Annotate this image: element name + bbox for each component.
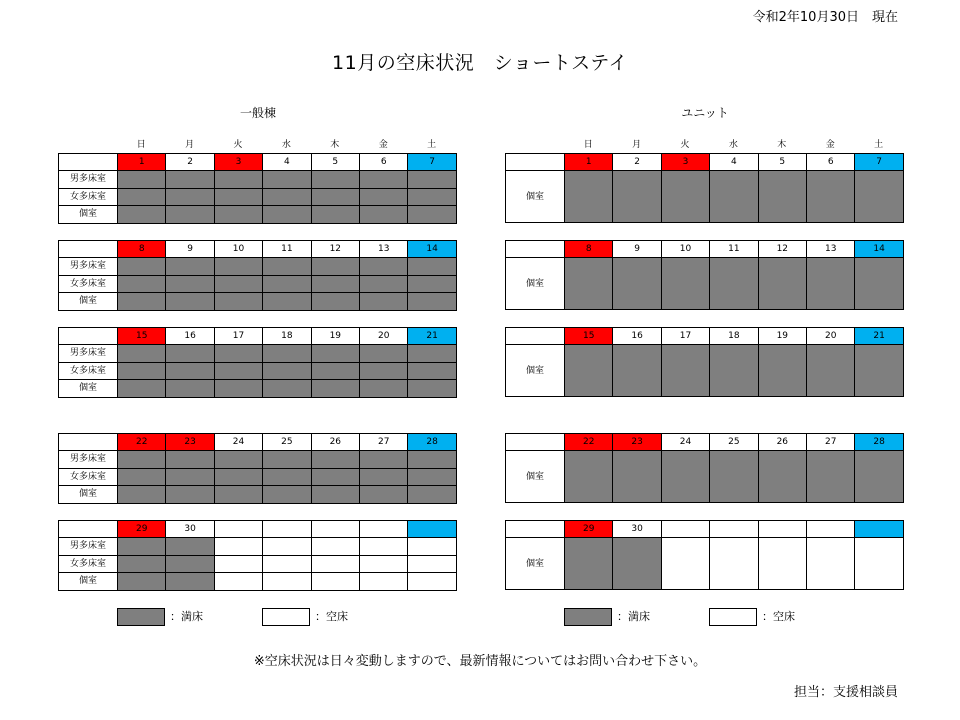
date-cell: 22 <box>564 433 613 451</box>
date-cell: 7 <box>407 153 456 171</box>
availability-cell-empty <box>214 555 263 574</box>
availability-cell-full <box>311 257 360 276</box>
date-cell <box>407 520 456 538</box>
availability-cell-full <box>165 275 214 294</box>
legend-empty-label: ：空床 <box>315 610 348 623</box>
legend-empty-swatch-unit <box>709 608 757 626</box>
date-cell <box>758 520 807 538</box>
availability-cell-empty <box>758 537 807 590</box>
date-cell: 5 <box>758 153 807 171</box>
date-cell: 20 <box>806 327 855 345</box>
availability-cell-full <box>661 170 710 223</box>
availability-cell-empty <box>661 537 710 590</box>
date-cell: 6 <box>806 153 855 171</box>
availability-cell-full <box>117 344 166 363</box>
availability-cell-full <box>262 485 311 504</box>
availability-cell-full <box>806 170 855 223</box>
date-cell: 14 <box>854 240 903 258</box>
room-type-label: 女多床室 <box>58 188 118 207</box>
date-cell <box>854 520 903 538</box>
availability-cell-full <box>165 188 214 207</box>
date-cell: 2 <box>612 153 661 171</box>
availability-cell-full <box>407 275 456 294</box>
availability-cell-full <box>311 344 360 363</box>
availability-cell-full <box>564 257 613 310</box>
date-cell: 14 <box>407 240 456 258</box>
date-cell: 8 <box>564 240 613 258</box>
date-cell: 20 <box>359 327 408 345</box>
room-type-label: 個室 <box>58 292 118 311</box>
date-row-label <box>505 433 565 451</box>
date-cell: 26 <box>311 433 360 451</box>
availability-cell-full <box>311 170 360 189</box>
date-cell: 24 <box>214 433 263 451</box>
weekday-header: 木 <box>330 140 340 150</box>
availability-cell-full <box>407 344 456 363</box>
date-cell: 27 <box>806 433 855 451</box>
availability-cell-full <box>612 344 661 397</box>
date-cell: 21 <box>407 327 456 345</box>
availability-cell-full <box>564 344 613 397</box>
availability-cell-full <box>117 379 166 398</box>
availability-note: ※空床状況は日々変動しますので、最新情報についてはお問い合わせ下さい。 <box>253 654 707 669</box>
section-title-unit: ユニット <box>681 106 729 120</box>
availability-cell-full <box>709 170 758 223</box>
date-cell <box>311 520 360 538</box>
availability-cell-full <box>262 344 311 363</box>
availability-cell-full <box>612 170 661 223</box>
availability-cell-full <box>407 292 456 311</box>
availability-cell-full <box>165 362 214 381</box>
availability-cell-full <box>407 205 456 224</box>
weekday-header: 金 <box>378 140 388 150</box>
date-cell: 11 <box>709 240 758 258</box>
room-type-label: 女多床室 <box>58 468 118 487</box>
date-cell: 15 <box>117 327 166 345</box>
availability-cell-full <box>407 468 456 487</box>
weekday-header: 木 <box>777 140 787 150</box>
date-cell: 3 <box>661 153 710 171</box>
weekday-header: 日 <box>136 140 146 150</box>
availability-cell-full <box>214 257 263 276</box>
availability-cell-full <box>311 450 360 469</box>
availability-cell-full <box>262 257 311 276</box>
availability-cell-empty <box>262 537 311 556</box>
availability-cell-full <box>359 188 408 207</box>
availability-cell-full <box>709 344 758 397</box>
date-cell: 21 <box>854 327 903 345</box>
date-cell: 4 <box>262 153 311 171</box>
availability-cell-full <box>311 292 360 311</box>
availability-cell-full <box>564 170 613 223</box>
availability-cell-full <box>612 450 661 503</box>
legend-full-swatch <box>117 608 165 626</box>
availability-cell-empty <box>407 555 456 574</box>
availability-cell-full <box>117 292 166 311</box>
weekday-header: 土 <box>874 140 884 150</box>
availability-cell-full <box>262 170 311 189</box>
availability-cell-full <box>165 450 214 469</box>
availability-cell-full <box>311 205 360 224</box>
date-cell: 16 <box>612 327 661 345</box>
date-cell: 30 <box>612 520 661 538</box>
availability-cell-full <box>564 450 613 503</box>
date-cell <box>262 520 311 538</box>
availability-cell-full <box>661 450 710 503</box>
availability-cell-full <box>117 468 166 487</box>
availability-cell-empty <box>214 572 263 591</box>
availability-cell-full <box>854 257 903 310</box>
date-cell: 25 <box>709 433 758 451</box>
availability-cell-full <box>407 257 456 276</box>
availability-cell-full <box>165 468 214 487</box>
availability-cell-full <box>117 485 166 504</box>
availability-cell-full <box>262 379 311 398</box>
weekday-header: 火 <box>680 140 690 150</box>
availability-cell-empty <box>214 537 263 556</box>
legend-full-label: ：満床 <box>170 610 203 623</box>
availability-cell-full <box>661 257 710 310</box>
availability-cell-full <box>165 485 214 504</box>
room-type-label: 女多床室 <box>58 275 118 294</box>
availability-cell-full <box>311 188 360 207</box>
weekday-header: 火 <box>233 140 243 150</box>
availability-cell-full <box>359 362 408 381</box>
availability-cell-full <box>262 450 311 469</box>
availability-cell-empty <box>359 537 408 556</box>
availability-cell-full <box>407 362 456 381</box>
availability-cell-full <box>117 275 166 294</box>
availability-cell-full <box>214 485 263 504</box>
availability-cell-full <box>806 450 855 503</box>
availability-cell-full <box>117 257 166 276</box>
date-cell: 5 <box>311 153 360 171</box>
date-cell: 28 <box>407 433 456 451</box>
date-row-label <box>505 153 565 171</box>
availability-cell-empty <box>262 572 311 591</box>
availability-cell-full <box>117 572 166 591</box>
date-cell: 15 <box>564 327 613 345</box>
availability-cell-full <box>758 450 807 503</box>
date-cell: 18 <box>709 327 758 345</box>
availability-cell-full <box>117 362 166 381</box>
availability-cell-full <box>165 379 214 398</box>
date-cell: 26 <box>758 433 807 451</box>
date-row-label <box>505 520 565 538</box>
availability-cell-full <box>407 450 456 469</box>
date-cell: 11 <box>262 240 311 258</box>
date-cell: 23 <box>165 433 214 451</box>
availability-cell-full <box>214 379 263 398</box>
weekday-header: 月 <box>632 140 642 150</box>
date-cell: 3 <box>214 153 263 171</box>
availability-cell-full <box>407 170 456 189</box>
date-cell: 19 <box>758 327 807 345</box>
availability-cell-full <box>117 188 166 207</box>
availability-cell-full <box>165 205 214 224</box>
date-cell: 1 <box>117 153 166 171</box>
availability-cell-empty <box>709 537 758 590</box>
date-cell: 23 <box>612 433 661 451</box>
availability-cell-full <box>214 170 263 189</box>
date-cell <box>359 520 408 538</box>
availability-cell-full <box>311 275 360 294</box>
availability-cell-full <box>165 555 214 574</box>
availability-cell-full <box>359 468 408 487</box>
availability-cell-full <box>359 292 408 311</box>
availability-cell-full <box>311 362 360 381</box>
date-row-label <box>505 240 565 258</box>
availability-cell-full <box>758 257 807 310</box>
room-type-label: 男多床室 <box>58 450 118 469</box>
availability-cell-full <box>661 344 710 397</box>
date-cell: 2 <box>165 153 214 171</box>
availability-cell-full <box>359 485 408 504</box>
availability-cell-full <box>311 485 360 504</box>
availability-cell-full <box>117 537 166 556</box>
availability-cell-full <box>311 379 360 398</box>
room-type-label: 男多床室 <box>58 257 118 276</box>
availability-cell-full <box>262 362 311 381</box>
date-cell: 9 <box>612 240 661 258</box>
availability-cell-full <box>214 450 263 469</box>
availability-cell-full <box>165 344 214 363</box>
date-cell: 13 <box>806 240 855 258</box>
date-cell: 17 <box>661 327 710 345</box>
date-cell: 6 <box>359 153 408 171</box>
availability-cell-full <box>407 485 456 504</box>
room-type-label: 個室 <box>505 257 565 310</box>
date-row-label <box>58 327 118 345</box>
availability-cell-full <box>806 344 855 397</box>
availability-cell-full <box>359 344 408 363</box>
date-cell: 8 <box>117 240 166 258</box>
room-type-label: 個室 <box>58 379 118 398</box>
date-cell: 27 <box>359 433 408 451</box>
availability-cell-empty <box>311 537 360 556</box>
availability-cell-full <box>262 468 311 487</box>
date-cell: 24 <box>661 433 710 451</box>
availability-cell-empty <box>311 555 360 574</box>
availability-cell-full <box>165 292 214 311</box>
date-row-label <box>58 240 118 258</box>
date-cell: 22 <box>117 433 166 451</box>
availability-cell-empty <box>359 572 408 591</box>
weekday-header: 金 <box>825 140 835 150</box>
date-cell: 13 <box>359 240 408 258</box>
contact-person: 担当：支援相談員 <box>793 685 898 700</box>
availability-cell-full <box>359 275 408 294</box>
date-cell: 16 <box>165 327 214 345</box>
section-title-general: 一般棟 <box>239 106 276 120</box>
weekday-header: 水 <box>728 140 738 150</box>
legend-empty-swatch <box>262 608 310 626</box>
availability-cell-full <box>262 205 311 224</box>
availability-cell-full <box>709 450 758 503</box>
date-cell <box>214 520 263 538</box>
date-cell: 25 <box>262 433 311 451</box>
availability-cell-full <box>117 205 166 224</box>
availability-cell-empty <box>854 537 903 590</box>
room-type-label: 男多床室 <box>58 537 118 556</box>
page-title: 11月の空床状況 ショートステイ <box>332 52 628 74</box>
availability-cell-full <box>214 205 263 224</box>
date-row-label <box>58 153 118 171</box>
weekday-header: 月 <box>185 140 195 150</box>
availability-cell-empty <box>311 572 360 591</box>
availability-cell-full <box>854 170 903 223</box>
availability-cell-full <box>214 292 263 311</box>
room-type-label: 男多床室 <box>58 344 118 363</box>
weekday-header: 水 <box>281 140 291 150</box>
availability-cell-full <box>359 170 408 189</box>
availability-cell-full <box>214 344 263 363</box>
legend-full-swatch-unit <box>564 608 612 626</box>
availability-cell-empty <box>407 537 456 556</box>
availability-cell-full <box>165 537 214 556</box>
availability-cell-full <box>214 188 263 207</box>
availability-cell-full <box>854 450 903 503</box>
room-type-label: 個室 <box>505 450 565 503</box>
availability-cell-full <box>806 257 855 310</box>
room-type-label: 女多床室 <box>58 362 118 381</box>
date-cell: 7 <box>854 153 903 171</box>
availability-cell-full <box>359 450 408 469</box>
availability-cell-full <box>359 205 408 224</box>
availability-cell-full <box>262 275 311 294</box>
date-row-label <box>58 520 118 538</box>
availability-cell-full <box>407 379 456 398</box>
date-cell: 12 <box>311 240 360 258</box>
availability-cell-full <box>214 362 263 381</box>
legend-empty-label-unit: ：空床 <box>762 610 795 623</box>
room-type-label: 女多床室 <box>58 555 118 574</box>
availability-cell-empty <box>407 572 456 591</box>
date-cell: 10 <box>214 240 263 258</box>
availability-cell-full <box>311 468 360 487</box>
availability-cell-full <box>117 555 166 574</box>
availability-cell-full <box>262 188 311 207</box>
availability-cell-full <box>117 450 166 469</box>
date-cell: 28 <box>854 433 903 451</box>
weekday-header: 土 <box>427 140 437 150</box>
availability-cell-full <box>359 379 408 398</box>
availability-cell-full <box>214 468 263 487</box>
availability-cell-full <box>758 170 807 223</box>
room-type-label: 個室 <box>505 344 565 397</box>
availability-cell-full <box>359 257 408 276</box>
availability-cell-full <box>262 292 311 311</box>
availability-cell-full <box>165 257 214 276</box>
availability-cell-full <box>612 257 661 310</box>
room-type-label: 個室 <box>58 485 118 504</box>
availability-cell-full <box>564 537 613 590</box>
date-cell: 4 <box>709 153 758 171</box>
as-of-date: 令和2年10月30日 現在 <box>752 10 898 25</box>
availability-cell-full <box>165 572 214 591</box>
date-row-label <box>58 433 118 451</box>
room-type-label: 個室 <box>58 205 118 224</box>
date-cell: 29 <box>117 520 166 538</box>
legend-full-label-unit: ：満床 <box>617 610 650 623</box>
availability-cell-empty <box>359 555 408 574</box>
availability-cell-full <box>612 537 661 590</box>
availability-cell-empty <box>262 555 311 574</box>
availability-cell-full <box>709 257 758 310</box>
date-cell <box>806 520 855 538</box>
date-cell: 9 <box>165 240 214 258</box>
date-cell: 10 <box>661 240 710 258</box>
room-type-label: 個室 <box>505 170 565 223</box>
date-cell: 18 <box>262 327 311 345</box>
date-cell: 19 <box>311 327 360 345</box>
availability-cell-full <box>758 344 807 397</box>
availability-cell-full <box>117 170 166 189</box>
availability-cell-empty <box>806 537 855 590</box>
date-cell: 30 <box>165 520 214 538</box>
weekday-header: 日 <box>583 140 593 150</box>
date-cell: 17 <box>214 327 263 345</box>
date-row-label <box>505 327 565 345</box>
date-cell: 29 <box>564 520 613 538</box>
availability-cell-full <box>165 170 214 189</box>
date-cell <box>709 520 758 538</box>
availability-cell-full <box>407 188 456 207</box>
room-type-label: 男多床室 <box>58 170 118 189</box>
room-type-label: 個室 <box>505 537 565 590</box>
availability-cell-full <box>214 275 263 294</box>
date-cell: 1 <box>564 153 613 171</box>
availability-cell-full <box>854 344 903 397</box>
room-type-label: 個室 <box>58 572 118 591</box>
date-cell <box>661 520 710 538</box>
date-cell: 12 <box>758 240 807 258</box>
